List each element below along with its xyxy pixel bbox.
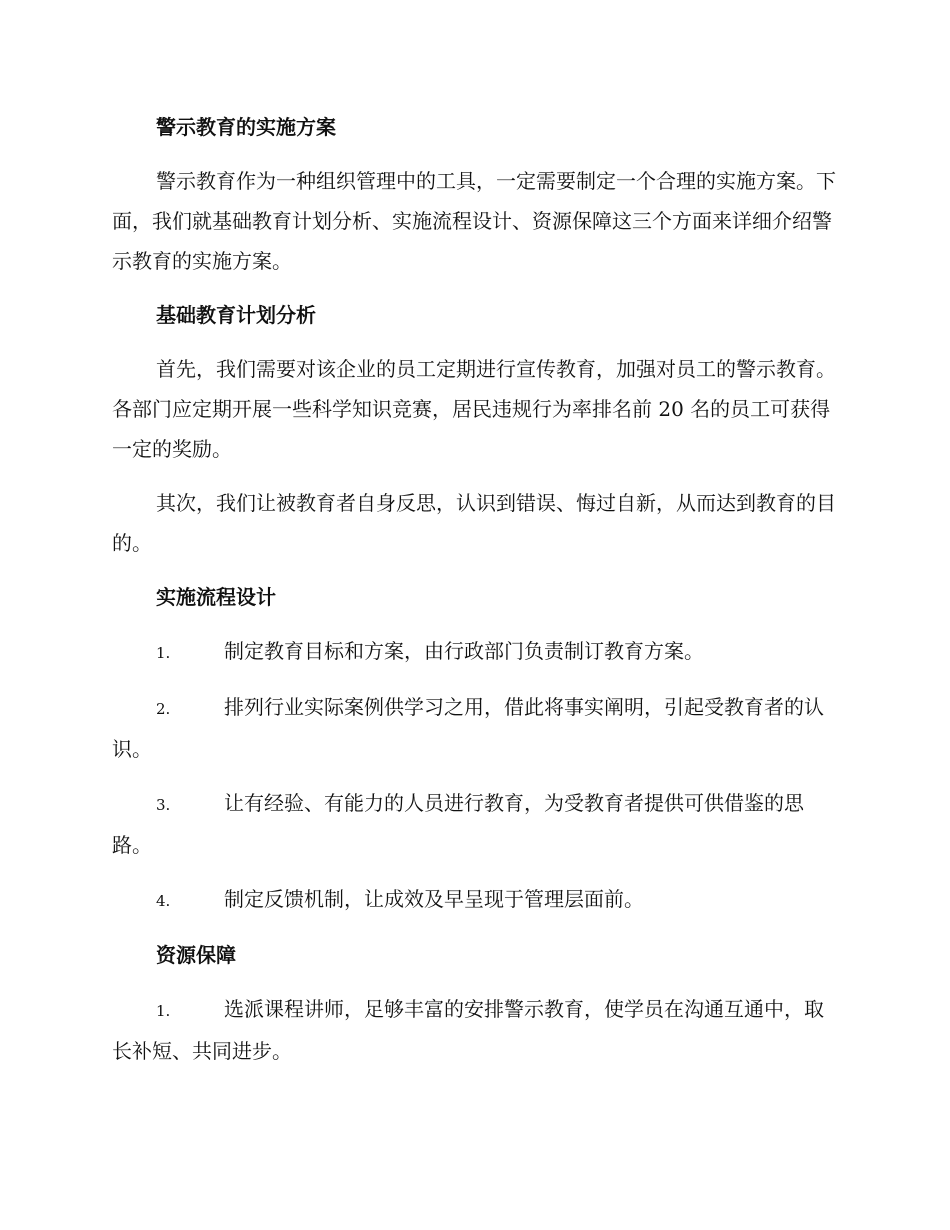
heading-basic-plan-analysis: 基础教育计划分析: [156, 303, 316, 327]
list-item-text: 制定反馈机制，让成效及早呈现于管理层面前。: [224, 887, 644, 911]
list-item-text: 让有经验、有能力的人员进行教育，为受教育者提供可供借鉴的思路。: [112, 791, 804, 857]
list-item-text: 排列行业实际案例供学习之用，借此将事实阐明，引起受教育者的认识。: [112, 695, 824, 761]
list-item: [112, 687, 838, 769]
paragraph-intro: 警示教育作为一种组织管理中的工具，一定需要制定一个合理的实施方案。下面，我们就基础教育计划分析、实施流程设计、资源保障这三个方面来详细介绍警示教育的实施方案。: [112, 169, 836, 273]
heading-resource-guarantee: 资源保障: [156, 943, 236, 967]
paragraph-first: 首先，我们需要对该企业的员工定期进行宣传教育，加强对员工的警示教育。各部门应定期开展一些科学知识竞赛，居民违规行为率排名前 20 名的员工可获得一定的奖励。: [112, 357, 836, 461]
list-item: [112, 989, 838, 1071]
list-item-text: 选派课程讲师，足够丰富的安排警示教育，使学员在沟通互通中，取长补短、共同进步。: [112, 997, 824, 1063]
list-item-text: 制定教育目标和方案，由行政部门负责制订教育方案。: [224, 639, 704, 663]
list-item: [112, 879, 838, 921]
list-item-number: 2.: [156, 700, 171, 718]
heading-implementation-plan: 警示教育的实施方案: [156, 115, 336, 139]
heading-process-design: 实施流程设计: [156, 585, 276, 609]
paragraph-second: 其次，我们让被教育者自身反思，认识到错误、悔过自新，从而达到教育的目的。: [112, 491, 836, 555]
list-item-number: 3.: [156, 796, 171, 814]
list-item-number: 1.: [156, 1002, 171, 1020]
list-item: [112, 783, 838, 865]
list-item-number: 4.: [156, 892, 171, 910]
list-item: [112, 631, 838, 673]
list-item-number: 1.: [156, 644, 171, 662]
